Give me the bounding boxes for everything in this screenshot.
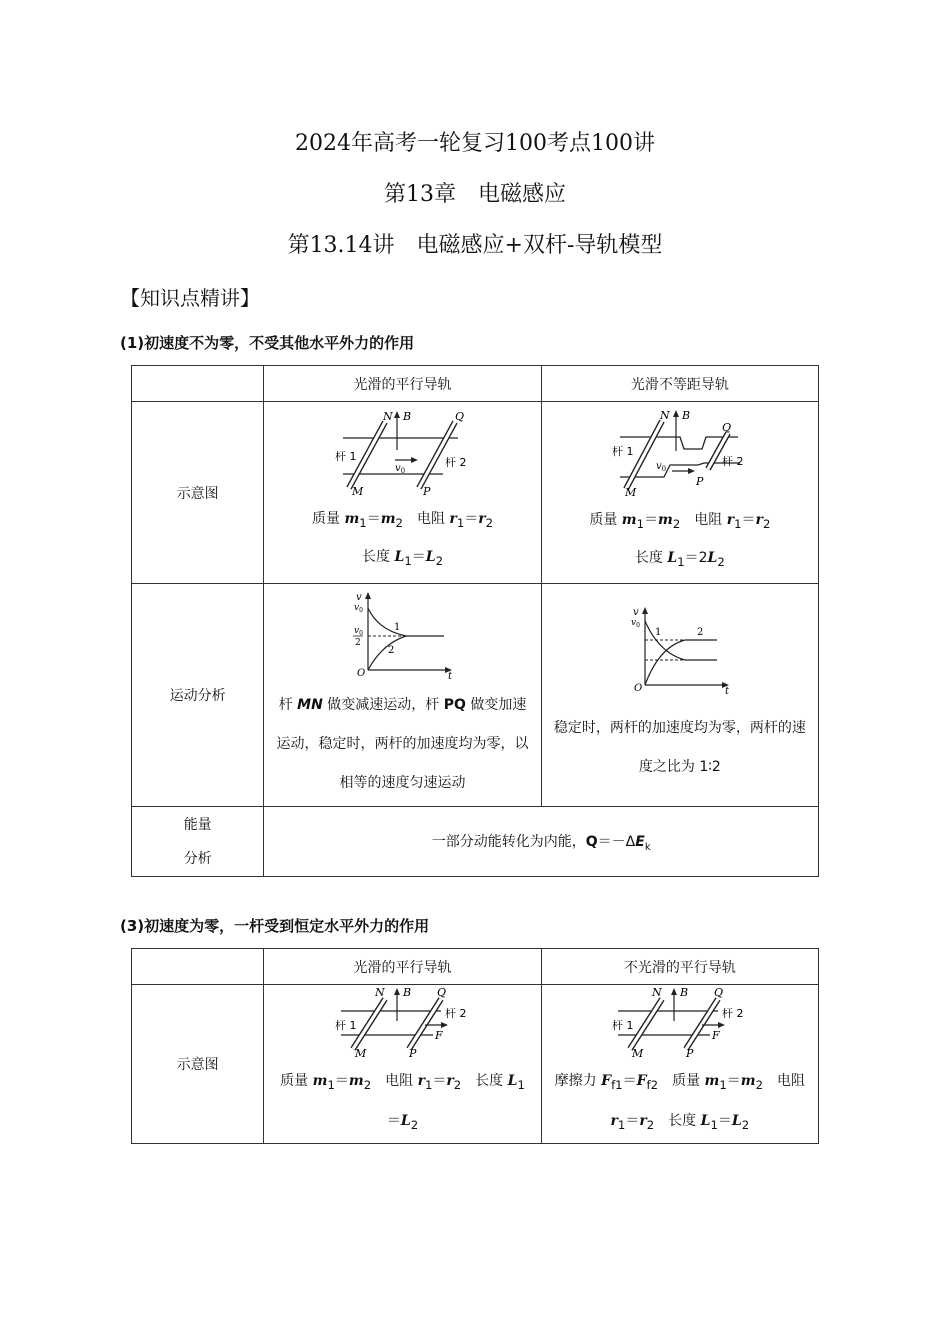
label-rod1: 杆 1 [334,1019,357,1032]
label-rod2: 杆 2 [444,1007,467,1020]
diagram-cell [264,402,541,584]
axis-v: v [355,591,362,603]
label-rod2: 杆 2 [721,454,744,468]
curve-label-1: 1 [654,627,662,638]
diagram-cell [541,985,818,1144]
diagram-cell [541,402,818,584]
label-Q: Q [436,986,446,999]
label-F: F [711,1029,720,1042]
doc-title: 2024年高考一轮复习100考点100讲 [295,131,655,156]
label-B: B [681,408,690,422]
col-header: 不光滑的平行导轨 [541,949,818,985]
label-P: P [408,1047,416,1057]
rod-2 [419,422,455,488]
label-v0: $v_0$ [394,462,405,475]
rail-diagram [333,408,473,496]
axis-origin: O [633,683,643,694]
label-B: B [679,986,688,999]
axis-v: v [632,607,639,618]
col-header: 光滑的平行导轨 [264,949,541,985]
axis-origin: O [356,667,365,679]
rough-rail-force-diagram [610,985,750,1057]
curve-label-1: 1 [393,621,400,633]
row-label [132,807,264,877]
label-N: N [382,409,393,423]
label-M: M [631,1047,644,1057]
label-M: M [354,1047,366,1057]
energy-label-line2: 分析 [183,850,212,867]
tick-half-v0: $v_0$ [353,625,363,637]
caption-params: 质量 $m_1=m_2$ 电阻 $r_1=r_2$ 长度 $L_1=L_2$ [280,1073,525,1132]
rod-1 [353,999,385,1049]
row-label: 运动分析 [132,584,264,807]
vt-graph-2 [625,603,735,695]
row-label: 示意图 [132,402,264,584]
label-F: F [434,1029,443,1042]
label-M: M [624,485,637,497]
caption-length: 长度 $L_1=L_2$ [362,548,444,568]
caption-length: 长度 $L_1=2L_2$ [634,549,725,569]
label-P: P [422,484,430,496]
label-Q: Q [454,409,464,423]
axis-t: t [447,670,452,680]
label-P: P [685,1047,694,1057]
col-header: 光滑的平行导轨 [264,366,541,402]
rail-force-diagram [333,985,473,1057]
lecture-title: 第13.14讲 电磁感应+双杆-导轨模型 [287,233,663,258]
header-empty-cell [132,366,264,402]
energy-cell: 一部分动能转化为内能，$Q=-\Delta E_k$ [264,807,819,877]
label-Q: Q [713,986,723,999]
tick-v0: $v_0$ [353,602,363,614]
tick-v0: $v_0$ [630,618,640,629]
caption-mass-resistance: 质量 $m_1=m_2$ 电阻 $r_1=r_2$ [589,511,771,531]
col-header: 光滑不等距导轨 [541,366,818,402]
label-N: N [659,408,670,422]
section1-table [131,365,819,877]
curve-label-2: 2 [696,627,704,638]
section1-heading: (1)初速度不为零，不受其他水平外力的作用 [120,334,415,352]
label-P: P [695,474,704,488]
motion-cell [541,584,818,807]
label-B: B [402,409,411,423]
rod-1 [630,999,662,1049]
vt-graph-1 [348,588,458,680]
energy-label-line1: 能量 [183,816,212,833]
unequal-rail-diagram [610,407,750,497]
label-rod2: 杆 2 [721,1007,744,1020]
motion-cell [264,584,541,807]
label-rod2: 杆 2 [444,455,467,469]
label-M: M [351,484,363,496]
section3-table [131,948,819,1144]
caption-params: 摩擦力 $F_{f1}=F_{f2}$ 质量 $m_1=m_2$ 电阻 $r_1=r_2$ 长度 $L_1=L_2$ [554,1073,806,1132]
chapter-title: 第13章 电磁感应 [384,182,566,207]
label-N: N [651,986,662,999]
label-rod1: 杆 1 [611,444,634,458]
motion-text-1: 杆 MN 做变减速运动，杆 PQ 做变加速运动，稳定时，两杆的加速度均为零，以相等的速度匀速运动 [276,696,529,791]
section3-heading: (3)初速度为零，一杆受到恒定水平外力的作用 [120,917,430,935]
axis-t: t [724,686,729,695]
label-rod1: 杆 1 [334,449,357,463]
knowledge-heading: 【知识点精讲】 [120,286,260,310]
label-rod1: 杆 1 [611,1019,634,1032]
header-empty-cell [132,949,264,985]
tick-half-denominator: 2 [354,637,361,648]
row-label: 示意图 [132,985,264,1144]
curve-label-2: 2 [387,644,394,656]
motion-text-2: 稳定时，两杆的加速度均为零，两杆的速度之比为 1∶2 [553,720,806,775]
diagram-cell [264,985,541,1144]
caption-mass-resistance: 质量 $m_1=m_2$ 电阻 $r_1=r_2$ [312,510,494,530]
label-N: N [374,986,385,999]
label-B: B [402,986,411,999]
label-v0: $v_0$ [655,460,666,473]
label-Q: Q [721,420,731,434]
